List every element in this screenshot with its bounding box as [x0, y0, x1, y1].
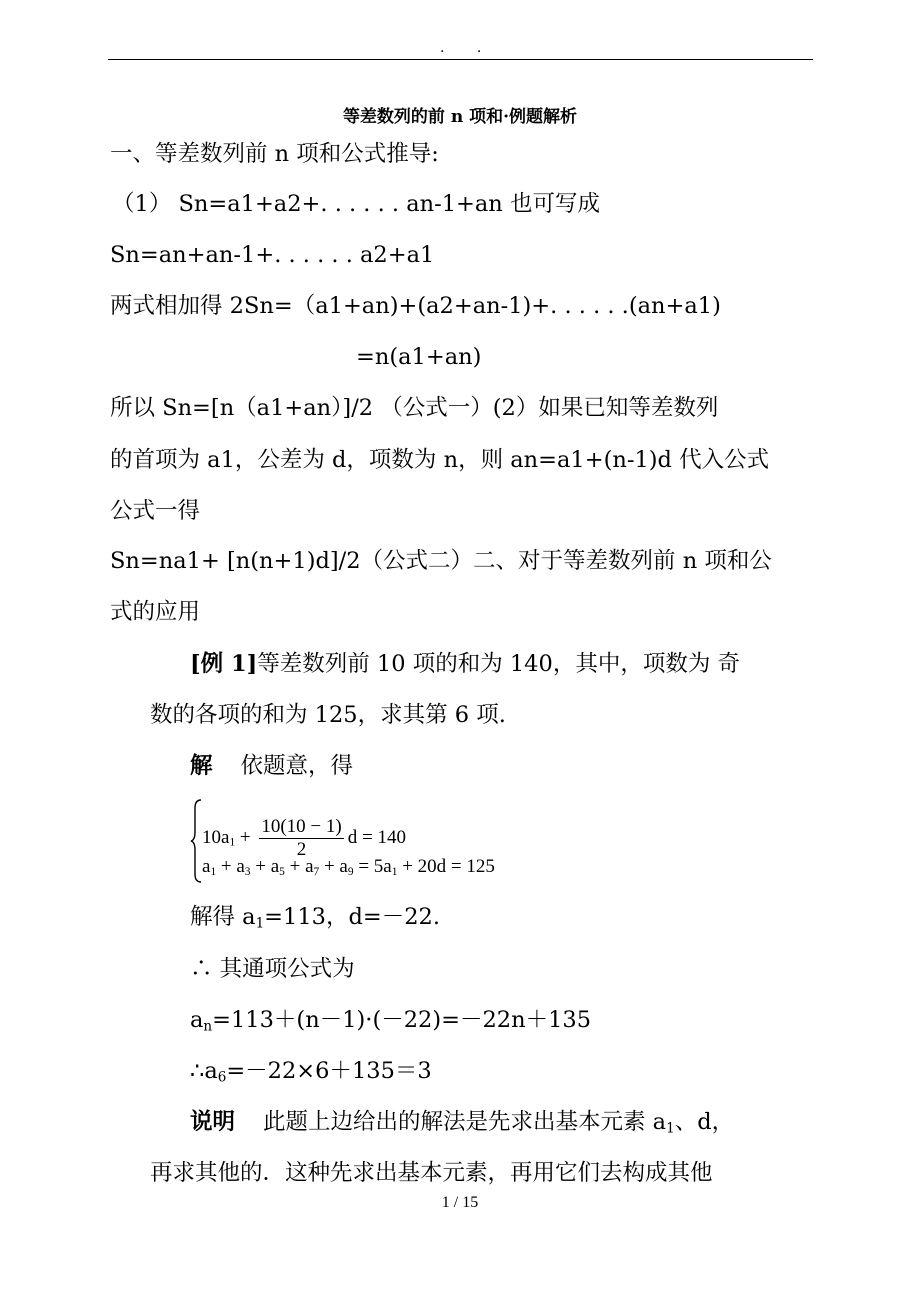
solution-intro-text: 依题意，得: [240, 753, 354, 779]
result-sub: 1: [255, 915, 265, 932]
example-question-1: [190, 653, 740, 676]
eq2-term: = 5a: [353, 856, 392, 877]
line-8: 公式一得: [110, 498, 201, 524]
a6-post: =－22×6＋135＝3: [226, 1058, 432, 1084]
line-7: 的首项为 a1，公差为 d，项数为 n，则 an=a1+(n-1)d 代入公式: [110, 447, 770, 473]
eq1-tail: d = 140: [347, 826, 406, 848]
page-number: 1 / 15: [441, 1194, 479, 1211]
a6-pre: ∴a: [190, 1058, 218, 1084]
eq2-term: + a: [250, 856, 280, 877]
line-2: （1） Sn=a1+a2+. . . . . . an-1+an 也可写成: [112, 191, 600, 217]
an-post: =113＋(n－1)·(－22)=－22n＋135: [212, 1007, 592, 1033]
left-brace-icon: [190, 798, 202, 884]
example-question-2: 数的各项的和为 125，求其第 6 项.: [150, 702, 506, 728]
result-pre: 解得 a: [190, 904, 256, 930]
eq2-term: + a: [319, 856, 348, 877]
eq2-sub: 3: [244, 865, 251, 878]
eq1-plus: +: [235, 826, 256, 848]
line-4: 两式相加得 2Sn=（a1+an)+(a2+an-1)+. . . . . .(an+a1): [110, 293, 721, 319]
line-5: =n(a1+an): [356, 344, 482, 370]
equation-2: [202, 856, 495, 878]
eq2-sub: 5: [279, 865, 285, 878]
eq1-fraction: [259, 816, 343, 861]
general-term-intro: ∴ 其通项公式为: [190, 956, 355, 982]
solution-intro: [190, 755, 353, 778]
header-rule: [108, 59, 813, 60]
a6-result: [190, 1060, 432, 1085]
note-text-post: 、d，: [674, 1109, 735, 1135]
eq2-sub: 1: [391, 865, 398, 878]
eq2-sub: 9: [347, 865, 354, 878]
eq2-sub: 1: [210, 865, 217, 878]
a6-sub: 6: [217, 1069, 227, 1086]
line-9: Sn=na1+ [n(n+1)d]/2（公式二）二、对于等差数列前 n 项和公: [110, 548, 772, 574]
eq1-numerator: 10(10 − 1): [261, 816, 342, 837]
solution-label: 解: [190, 753, 213, 779]
eq1-denominator: 2: [296, 839, 307, 860]
page-title: 等差数列的前 n 项和·例题解析: [342, 107, 578, 127]
eq1-term: 10a: [202, 826, 230, 848]
header-dots: . .: [440, 40, 496, 56]
note-line-2: 再求其他的．这种先求出基本元素，再用它们去构成其他: [150, 1160, 713, 1186]
eq2-term: + a: [284, 856, 314, 877]
an-pre: a: [190, 1007, 204, 1033]
eq2-term: a: [202, 856, 211, 877]
note-sub: 1: [666, 1120, 675, 1137]
note-line-1: [190, 1111, 734, 1136]
equation-system: [190, 798, 550, 884]
solution-result: [190, 906, 440, 931]
result-post: =113，d=－22.: [264, 904, 441, 930]
note-text-pre: 此题上边给出的解法是先求出基本元素 a: [263, 1109, 667, 1135]
equation-1: [202, 816, 406, 861]
eq2-sub: 7: [313, 865, 320, 878]
general-term-formula: [190, 1009, 591, 1034]
line-10: 式的应用: [110, 599, 201, 625]
line-6: 所以 Sn=[n（a1+an）]/2 （公式一）(2）如果已知等差数列: [110, 395, 719, 421]
eq2-term: + 20d = 125: [397, 856, 495, 877]
line-1: 一、等差数列前 n 项和公式推导:: [110, 141, 439, 167]
note-label: 说明: [190, 1109, 236, 1135]
example-text-1: 等差数列前 10 项的和为 140，其中，项数为 奇: [257, 651, 740, 677]
example-label: [例 1]: [190, 651, 258, 677]
an-sub: n: [203, 1018, 213, 1035]
eq2-term: + a: [216, 856, 245, 877]
line-3: Sn=an+an-1+. . . . . . a2+a1: [110, 242, 435, 268]
eq1-sub: 1: [229, 836, 236, 849]
